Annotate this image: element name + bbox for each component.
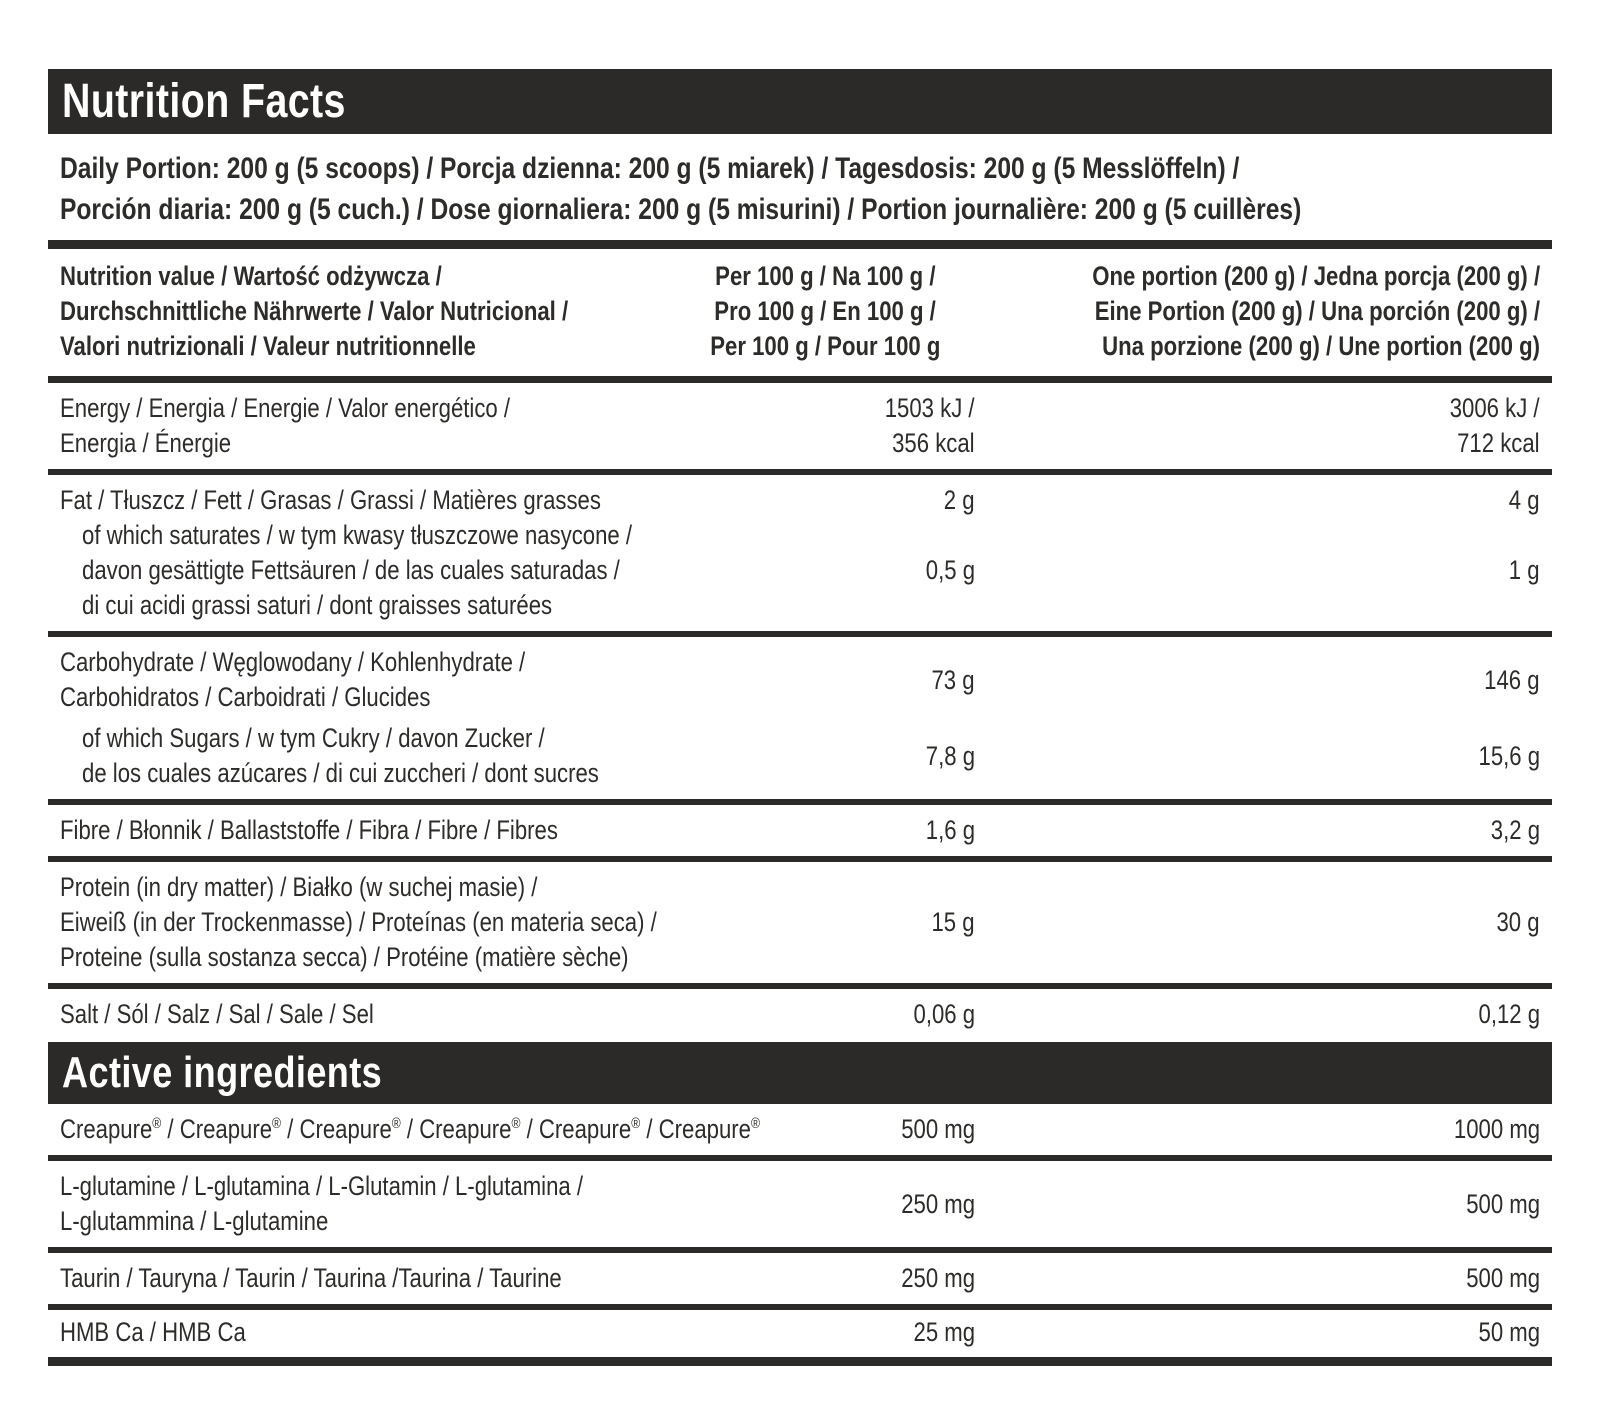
header-portion-column: [975, 259, 1540, 364]
protein-label: Protein (in dry matter) / Białko (w suchej masie) / Eiweiß (in der Trockenmasse) / Proteínas (en materia seca) / Proteine (sulla sostanza secca) / Protéine (matière sèche): [60, 872, 657, 972]
table-header-row: [48, 249, 1552, 376]
page-title: Nutrition Facts: [62, 75, 346, 128]
header-portion-line3: Una porzione (200 g) / Une portion (200 g): [1102, 331, 1540, 361]
creapure-per100: 500 mg: [901, 1114, 975, 1144]
header-label-line2: Durchschnittliche Nährwerte / Valor Nutricional /: [60, 296, 569, 326]
glutamine-portion: 500 mg: [1466, 1188, 1540, 1219]
protein-portion: 30 g: [1496, 907, 1540, 937]
header-label-line1: Nutrition value / Wartość odżywcza /: [60, 261, 442, 291]
saturates-label: of which saturates / w tym kwasy tłuszczowe nasycone / davon gesättigte Fettsäuren / de las cuales saturadas / di cui acidi grassi saturi / dont graisses saturées: [82, 520, 633, 620]
fat-per100: 2 g: [944, 485, 975, 515]
row-creapure: [48, 1104, 1552, 1155]
sugars-portion: 15,6 g: [1478, 740, 1540, 771]
taurine-portion: 500 mg: [1466, 1263, 1540, 1293]
row-fat: [48, 475, 1552, 631]
taurine-label: Taurin / Tauryna / Taurin / Taurina /Taurina / Taurine: [60, 1263, 562, 1293]
active-ingredients-header-bar: [48, 1042, 1552, 1104]
glutamine-label: L-glutamine / L-glutamina / L-Glutamin / L-glutamina / L-glutammina / L-glutamine: [60, 1171, 583, 1236]
header-per100-line3: Per 100 g / Pour 100 g: [709, 331, 941, 361]
salt-per100: 0,06 g: [913, 999, 975, 1029]
hmb-portion: 50 mg: [1478, 1317, 1540, 1347]
glutamine-per100: 250 mg: [901, 1188, 975, 1219]
nutrition-label: [48, 69, 1552, 1366]
saturates-portion: 1 g: [1509, 555, 1540, 585]
row-glutamine: [48, 1161, 1552, 1247]
taurine-per100: 250 mg: [901, 1263, 975, 1293]
fat-portion: 4 g: [1509, 485, 1540, 515]
divider: [48, 240, 1552, 249]
creapure-portion: 1000 mg: [1453, 1114, 1540, 1144]
salt-label: Salt / Sól / Salz / Sal / Sale / Sel: [60, 999, 374, 1029]
protein-per100: 15 g: [931, 907, 975, 937]
row-salt: [48, 989, 1552, 1040]
row-protein: [48, 862, 1552, 983]
row-energy: [48, 383, 1552, 469]
saturates-per100: 0,5 g: [925, 555, 975, 585]
header-label-column: [60, 259, 675, 364]
fibre-portion: 3,2 g: [1490, 815, 1540, 845]
nutrition-facts-header-bar: [48, 69, 1552, 134]
creapure-label: Creapure® / Creapure® / Creapure® / Creapure® / Creapure® / Creapure®: [60, 1114, 760, 1144]
fat-label: Fat / Tłuszcz / Fett / Grasas / Grassi / Matières grasses: [60, 485, 601, 515]
header-per100-line2: Pro 100 g / En 100 g /: [714, 296, 936, 326]
daily-portion: [48, 144, 1552, 240]
header-label-line3: Valori nutrizionali / Valeur nutritionnelle: [60, 331, 476, 361]
carbohydrate-label: Carbohydrate / Węglowodany / Kohlenhydrate / Carbohidratos / Carboidrati / Glucides: [60, 647, 526, 712]
header-per100-line1: Per 100 g / Na 100 g /: [714, 261, 936, 291]
daily-portion-line2: Porción diaria: 200 g (5 cuch.) / Dose giornaliera: 200 g (5 misurini) / Portion journalière: 200 g (5 cuillères): [60, 193, 1302, 226]
sugars-label: of which Sugars / w tym Cukry / davon Zucker / de los cuales azúcares / di cui zuccheri / dont sucres: [82, 723, 599, 788]
row-taurine: [48, 1253, 1552, 1304]
fibre-label: Fibre / Błonnik / Ballaststoffe / Fibra / Fibre / Fibres: [60, 815, 558, 845]
header-portion-line2: Eine Portion (200 g) / Una porción (200 g) /: [1094, 296, 1540, 326]
salt-portion: 0,12 g: [1478, 999, 1540, 1029]
carbohydrate-per100: 73 g: [931, 664, 975, 695]
hmb-label: HMB Ca / HMB Ca: [60, 1317, 246, 1347]
carbohydrate-portion: 146 g: [1484, 664, 1540, 695]
header-per100-column: [675, 259, 975, 364]
energy-per100: 1503 kJ / 356 kcal: [885, 393, 975, 458]
energy-portion: 3006 kJ / 712 kcal: [1450, 393, 1540, 458]
row-fibre: [48, 805, 1552, 856]
active-ingredients-title: Active ingredients: [62, 1048, 383, 1097]
row-carbohydrate: [48, 637, 1552, 799]
sugars-per100: 7,8 g: [925, 740, 975, 771]
header-portion-line1: One portion (200 g) / Jedna porcja (200 g) /: [1092, 261, 1540, 291]
divider: [48, 376, 1552, 383]
hmb-per100: 25 mg: [913, 1317, 975, 1347]
row-hmb: [48, 1310, 1552, 1357]
fibre-per100: 1,6 g: [925, 815, 975, 845]
energy-label: Energy / Energia / Energie / Valor energético / Energia / Énergie: [60, 393, 511, 458]
daily-portion-line1: Daily Portion: 200 g (5 scoops) / Porcja dzienna: 200 g (5 miarek) / Tagesdosis: 200 g (5 Messlöffeln) /: [60, 152, 1240, 185]
divider: [48, 1357, 1552, 1366]
